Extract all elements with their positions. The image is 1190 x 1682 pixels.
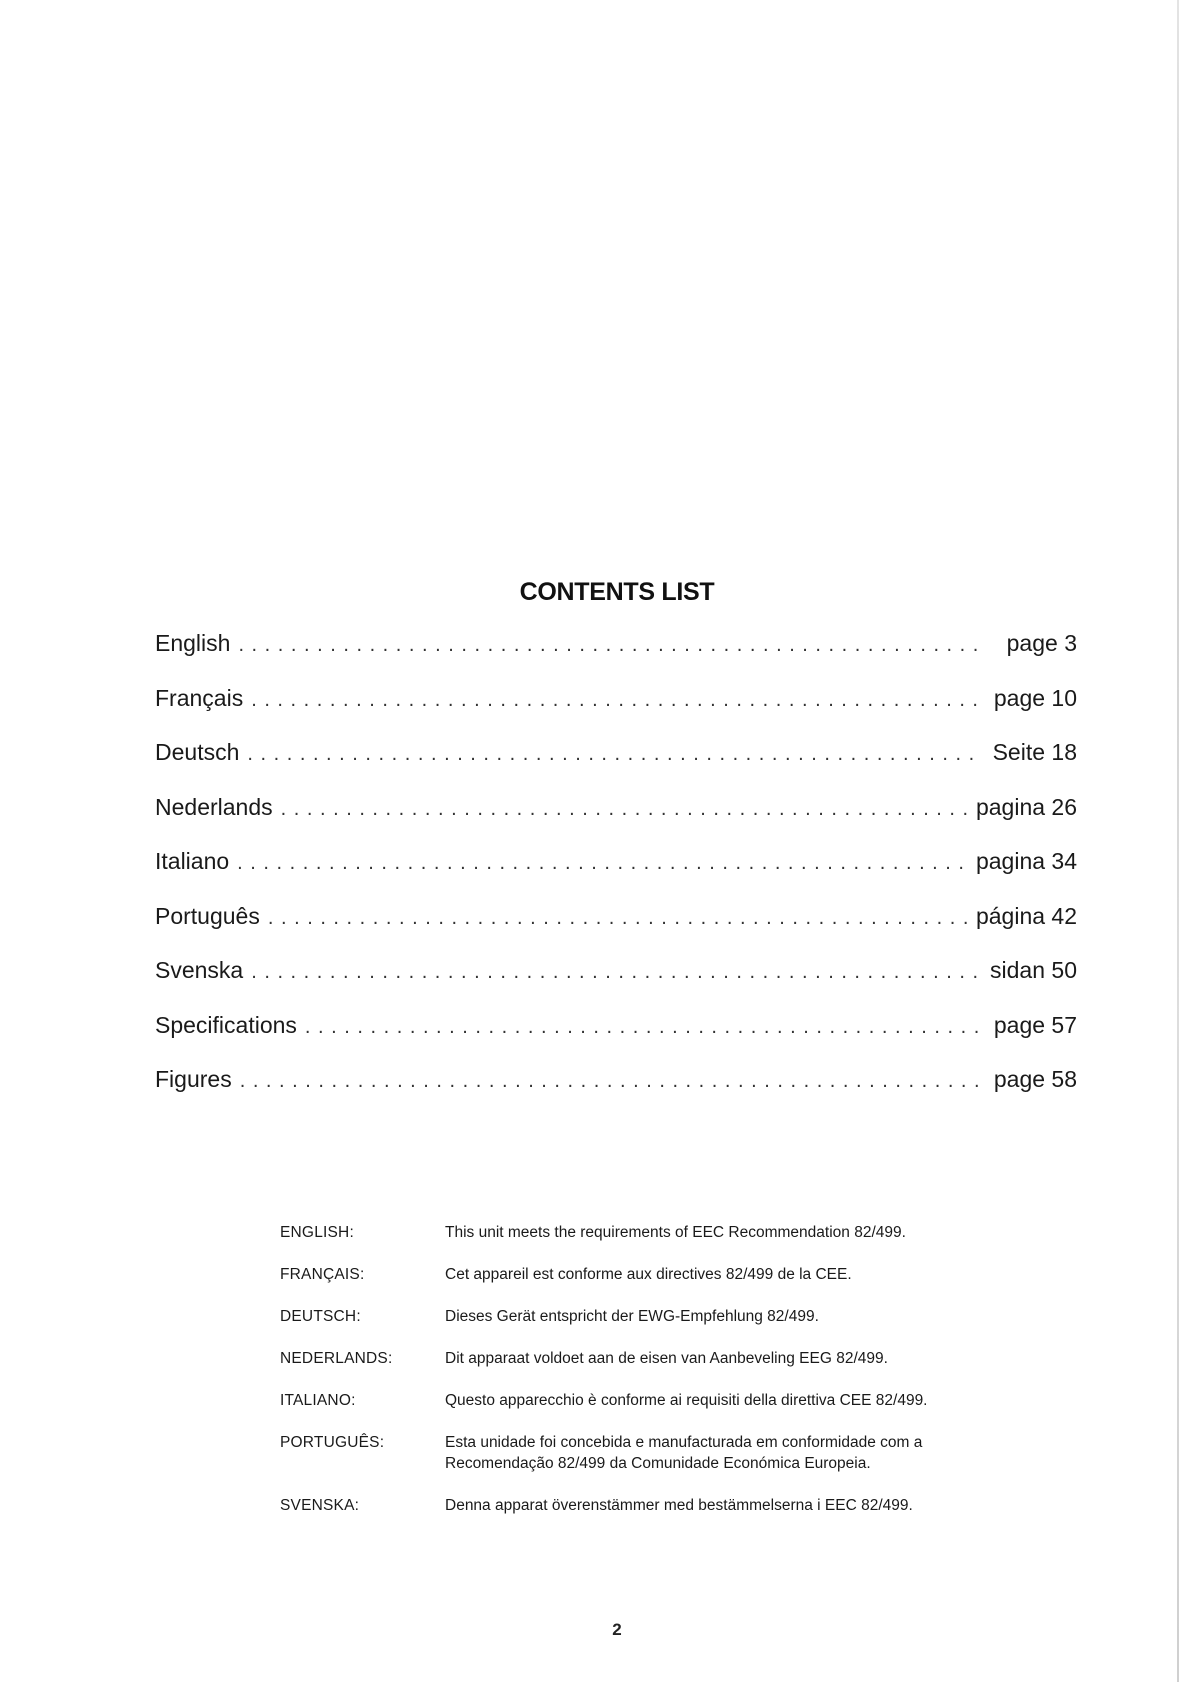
contents-list <box>155 630 1077 1121</box>
toc-page-ref: página 42 <box>975 902 1077 929</box>
note-language: ITALIANO: <box>280 1392 356 1409</box>
toc-page-ref: page 57 <box>993 1011 1077 1038</box>
dot-leader <box>240 1070 979 1093</box>
toc-page-ref: pagina 26 <box>975 793 1077 820</box>
toc-entry-specifications <box>155 1012 1077 1067</box>
toc-entry-deutsch <box>155 739 1077 794</box>
note-language: PORTUGUÊS: <box>280 1434 385 1451</box>
toc-entry-portugues <box>155 903 1077 958</box>
toc-page-ref: page 3 <box>1006 630 1077 656</box>
toc-entry-english <box>155 630 1077 685</box>
compliance-note-svenska <box>280 1495 1000 1516</box>
dot-leader <box>305 1016 979 1039</box>
dot-leader <box>268 907 970 930</box>
toc-entry-nederlands <box>155 794 1077 849</box>
note-text: Dieses Gerät entspricht der EWG-Empfehlung 82/499. <box>445 1308 819 1325</box>
toc-label: Deutsch <box>155 739 240 765</box>
toc-label: Italiano <box>155 848 230 874</box>
note-language: ENGLISH: <box>280 1224 354 1241</box>
compliance-note-deutsch <box>280 1306 1000 1327</box>
note-text: Dit apparaat voldoet aan de eisen van Aanbeveling EEG 82/499. <box>445 1350 888 1367</box>
toc-label: Figures <box>155 1066 232 1092</box>
toc-label: Specifications <box>155 1011 297 1038</box>
toc-label: Français <box>155 684 244 711</box>
scan-edge <box>1177 0 1179 1682</box>
dot-leader <box>238 634 979 657</box>
note-text: This unit meets the requirements of EEC Recommendation 82/499. <box>445 1224 906 1241</box>
note-text: Cet appareil est conforme aux directives 82/499 de la CEE. <box>445 1266 852 1283</box>
note-language: DEUTSCH: <box>280 1308 361 1325</box>
dot-leader <box>247 743 979 766</box>
toc-page-ref: page 10 <box>993 684 1077 711</box>
note-language: SVENSKA: <box>280 1497 360 1514</box>
toc-page-ref: page 58 <box>993 1066 1077 1092</box>
toc-entry-svenska <box>155 957 1077 1012</box>
compliance-note-italiano <box>280 1390 1000 1411</box>
note-text: Esta unidade foi concebida e manufacturada em conformidade com a Recomendação 82/499 da Comunidade Económica Europeia. <box>445 1434 923 1472</box>
toc-label: Nederlands <box>155 793 273 820</box>
compliance-note-nederlands <box>280 1348 1000 1369</box>
toc-label: Português <box>155 902 260 929</box>
toc-page-ref: sidan 50 <box>990 957 1077 983</box>
toc-page-ref: Seite 18 <box>992 739 1077 765</box>
toc-entry-francais <box>155 685 1077 740</box>
note-text: Questo apparecchio è conforme ai requisiti della direttiva CEE 82/499. <box>445 1392 928 1409</box>
toc-label: English <box>155 630 231 656</box>
toc-label: Svenska <box>155 957 244 983</box>
toc-entry-italiano <box>155 848 1077 903</box>
toc-entry-figures <box>155 1066 1077 1121</box>
contents-title: CONTENTS LIST <box>519 578 715 606</box>
page-number: 2 <box>612 1620 622 1639</box>
compliance-notes <box>280 1222 1000 1537</box>
compliance-note-english <box>280 1222 1000 1243</box>
compliance-note-francais <box>280 1264 1000 1285</box>
dot-leader <box>281 798 970 821</box>
dot-leader <box>237 852 970 875</box>
dot-leader <box>251 961 979 984</box>
note-language: NEDERLANDS: <box>280 1350 393 1367</box>
dot-leader <box>251 689 979 712</box>
toc-page-ref: pagina 34 <box>975 848 1077 874</box>
compliance-note-portugues <box>280 1432 1000 1474</box>
note-text: Denna apparat överenstämmer med bestämmelserna i EEC 82/499. <box>445 1497 913 1514</box>
note-language: FRANÇAIS: <box>280 1266 365 1283</box>
